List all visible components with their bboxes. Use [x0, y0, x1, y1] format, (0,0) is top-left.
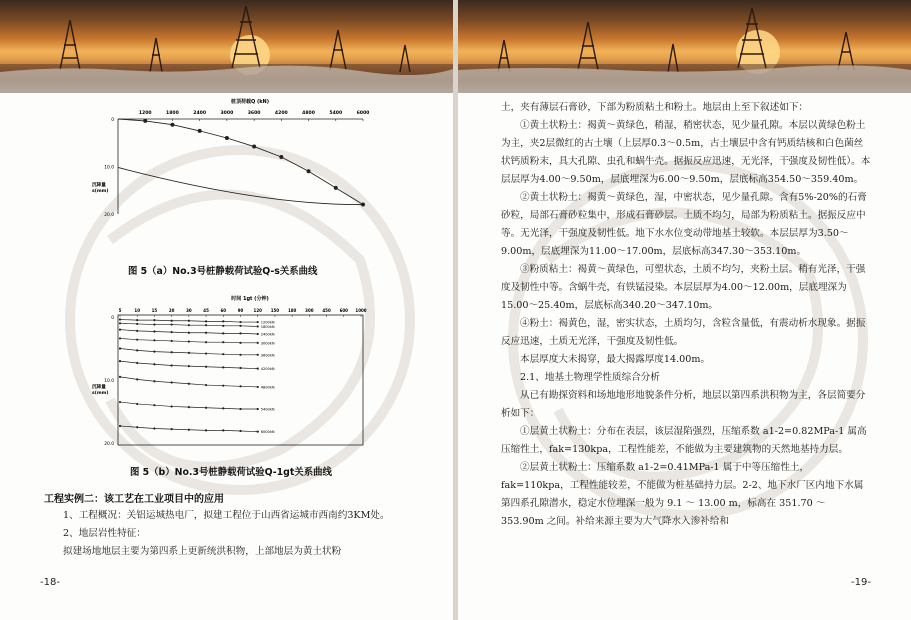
chart-qlgt-x-tick-label: 150	[270, 308, 280, 313]
chart-qs-point	[143, 119, 147, 123]
chart-qlgt-point	[153, 427, 155, 429]
chart-qlgt-x-tick-label: 10	[134, 308, 141, 313]
chart-qs-x-tick-label: 3600	[247, 111, 261, 116]
chart-qlgt-point	[222, 325, 224, 327]
chart-qlgt-series-label: 4200kN	[260, 367, 275, 372]
chart-qlgt-point	[205, 352, 207, 354]
chart-qlgt-series-label: 4800kN	[260, 385, 275, 390]
right-paragraph-1: 土，夹有薄层石膏砂，下部为粉质粘土和粉土。地层由上至下叙述如下：	[501, 102, 808, 113]
chart-qlgt-x-ticks	[119, 308, 367, 317]
right-paragraph-6: 本层厚度大未揭穿，最大揭露厚度14.00m。	[520, 354, 711, 365]
chart-qlgt-x-tick-label: 450	[322, 308, 331, 313]
chart-qlgt-point	[222, 429, 224, 431]
chart-qlgt-x-title: 时间 1gt (分钟)	[231, 296, 269, 302]
chart-qlgt-point	[153, 330, 155, 332]
chart-qlgt-y-tick-label: 20.0	[104, 442, 114, 447]
chart-qlgt-x-tick-label: 180	[287, 308, 297, 313]
chart-qlgt-point	[119, 337, 121, 339]
chart-qlgt-point	[153, 404, 155, 406]
chart-qlgt-y-tick-label: 10.0	[104, 379, 114, 384]
chart-qs-x-tick-label: 5400	[329, 111, 343, 116]
chart-qlgt-point	[153, 363, 155, 365]
chart-qlgt-point	[171, 364, 173, 366]
chart-qs-point	[279, 155, 283, 159]
chart-qlgt-point	[171, 351, 173, 353]
chart-qlgt-point	[188, 352, 190, 354]
right-paragraph-3: ②黄土状粉土：褐黄～黄绿色，湿，中密状态，见少量孔隙。含有5%-20%的石膏砂粒，局部石膏砂粒集中，形成石膏砂层。土质不均匀，局部为粉质粘土。据振反应中等。无光泽，干强度及韧性低。地下水水位变动带地基土较软。本层层厚为3.50～9.00m，层底埋深为11.00～17.00m，层底标高347.30～353.10m。	[501, 192, 867, 257]
chart-qlgt-series-line	[120, 377, 258, 387]
right-paragraph-9: ①层黄土状粉土：分布在表层，该层湿陷强烈，压缩系数 a1-2=0.82MPa-1 属高压缩性土，fak=130kpa，工程性能差，不能做为主要建筑物的天然地基持力层。	[501, 426, 867, 455]
chart-qlgt-point	[136, 323, 138, 325]
section-title: 工程实例二：该工艺在工业项目中的应用	[44, 494, 224, 505]
chart-qlgt-point	[171, 381, 173, 383]
chart-qlgt-point	[119, 376, 121, 378]
chart-qlgt-series-label: 3600kN	[260, 353, 275, 358]
chart-qlgt-plot	[119, 318, 275, 434]
chart-qs-y-tick-label: 20.0	[104, 213, 114, 218]
chart-qlgt-point	[153, 319, 155, 321]
chart-qlgt-point	[205, 324, 207, 326]
fig-a-caption: 图 5（a）No.3号桩静载荷试验Q-s关系曲线	[128, 266, 318, 277]
chart-qlgt-point	[153, 339, 155, 341]
left-body	[44, 507, 414, 561]
chart-qlgt-point	[222, 385, 224, 387]
chart-qlgt-x-tick-label: 1000	[355, 308, 367, 313]
chart-qlgt-point	[239, 325, 241, 327]
right-paragraph-2: ①黄土状粉土：褐黄～黄绿色，稍湿，稍密状态，见少量孔隙。本层以黄绿色粉土为主，夹2层微红的古土壤（上层厚0.3～0.5m，古土壤层中含有钙质结核和白色菌丝状钙质粉末，具大孔隙、虫孔和蜗牛壳。据振反应迅速，无光泽，干强度及韧性低）。本层层厚为4.00～9.50m，层底埋深为6.00～9.50m，层底标高354.50～359.40m。	[501, 120, 871, 185]
chart-qlgt-point	[205, 407, 207, 409]
chart-qlgt-point	[257, 386, 259, 388]
chart-qs-x-tick-label: 6000	[356, 111, 370, 116]
left-page-number: -18-	[40, 577, 60, 588]
chart-qlgt-point	[239, 385, 241, 387]
chart-qlgt-point	[239, 321, 241, 323]
chart-qlgt-series-label: 6000kN	[260, 430, 275, 435]
chart-qlgt-series-label: 5400kN	[260, 407, 275, 412]
left-paragraph-1: 1、工程概况：关铝运城热电厂，拟建工程位于山西省运城市西南约3KM处。	[63, 510, 390, 521]
chart-qlgt-point	[257, 354, 259, 356]
chart-qlgt-point	[257, 333, 259, 335]
chart-qlgt-point	[222, 407, 224, 409]
right-paragraph-10: ②层黄土状粉土：压缩系数 a1-2=0.41MPa-1 属于中等压缩性土，fak=110kpa，工程性能较差，不能做为桩基础持力层。2-2、地下水厂区内地下水属第四系孔隙潜水，稳定水位埋深一般为 9.1 ～ 13.00 m，标高在 351.70 ～ 353.90m 之间。补给来源主要为大气降水入渗补给和	[501, 462, 864, 527]
chart-qlgt	[80, 293, 390, 463]
chart-qlgt-y-tick-label: 0	[111, 316, 114, 321]
chart-qlgt-point	[171, 428, 173, 430]
chart-qlgt-point	[205, 341, 207, 343]
chart-qlgt-point	[222, 353, 224, 355]
chart-qlgt-point	[257, 325, 259, 327]
left-paragraph-3: 拟建场地地层主要为第四系上更新统洪积物，上部地层为黄土状粉	[63, 546, 342, 557]
right-page-number: -19-	[851, 577, 871, 588]
chart-qs-x-tick-label: 3000	[220, 111, 234, 116]
chart-qlgt-point	[136, 403, 138, 405]
chart-qs-loading-line	[118, 119, 363, 205]
chart-qs-point	[252, 145, 256, 149]
chart-qs-point	[334, 186, 338, 190]
chart-qlgt-point	[171, 320, 173, 322]
chart-qlgt-point	[188, 340, 190, 342]
chart-qlgt-point	[188, 383, 190, 385]
left-page	[0, 0, 453, 620]
chart-qs-x-tick-label: 2400	[193, 111, 207, 116]
chart-qlgt-point	[136, 339, 138, 341]
chart-qlgt-x-tick-label: 120	[253, 308, 262, 313]
chart-qlgt-point	[136, 362, 138, 364]
right-paragraph-5: ④粉土：褐黄色，湿，密实状态，土质均匀，含粒含量低，有震动析水现象。据振反应迅速，土质无光泽，干强度及韧性低。	[501, 318, 866, 347]
chart-qlgt-point	[257, 342, 259, 344]
chart-qlgt-point	[119, 401, 121, 403]
chart-qlgt-point	[188, 365, 190, 367]
right-paragraph-7: 2.1、地基土物理学性质综合分析	[520, 372, 660, 383]
chart-qs-x-tick-label: 1200	[138, 111, 152, 116]
chart-qlgt-point	[171, 405, 173, 407]
chart-qlgt-x-tick-label: 20	[168, 308, 175, 313]
chart-qlgt-point	[136, 349, 138, 351]
chart-qlgt-point	[188, 406, 190, 408]
chart-qlgt-point	[257, 431, 259, 433]
oilfield-silhouette-icon	[0, 0, 453, 93]
chart-qlgt-x-tick-label: 60	[220, 308, 227, 313]
chart-qs-point	[225, 136, 229, 140]
chart-qlgt-y-ticks	[104, 315, 114, 447]
chart-qs-point	[198, 129, 202, 133]
chart-qlgt-point	[205, 366, 207, 368]
left-paragraph-2: 2、地层岩性特征：	[63, 528, 146, 539]
chart-qlgt-point	[119, 322, 121, 324]
chart-qlgt-point	[257, 321, 259, 323]
chart-qlgt-point	[257, 368, 259, 370]
chart-qlgt-point	[153, 380, 155, 382]
chart-qs-y-ticks	[104, 117, 114, 218]
banner-photo	[0, 0, 453, 93]
chart-qlgt-point	[239, 430, 241, 432]
chart-qlgt-point	[119, 360, 121, 362]
chart-qlgt-point	[205, 429, 207, 431]
chart-qlgt-point	[188, 320, 190, 322]
chart-qlgt-point	[153, 351, 155, 353]
chart-qlgt-point	[222, 332, 224, 334]
chart-qlgt-y-title: 沉降量 s(mm)	[92, 385, 109, 396]
chart-qlgt-point	[153, 323, 155, 325]
chart-qlgt-x-tick-label: 15	[151, 308, 158, 313]
chart-qs-x-tick-label: 4800	[302, 111, 315, 116]
chart-qlgt-x-tick-label: 45	[203, 308, 209, 313]
chart-qlgt-point	[205, 320, 207, 322]
chart-qlgt-point	[136, 330, 138, 332]
chart-qlgt-point	[239, 354, 241, 356]
chart-qlgt-point	[222, 320, 224, 322]
chart-qlgt-point	[136, 378, 138, 380]
chart-qs-x-tick-label: 1800	[166, 111, 179, 116]
chart-qlgt-point	[239, 408, 241, 410]
chart-qlgt-series-label: 2400kN	[260, 332, 275, 337]
chart-qlgt-point	[222, 366, 224, 368]
chart-qlgt-point	[171, 331, 173, 333]
chart-qlgt-point	[239, 367, 241, 369]
chart-qlgt-x-tick-label: 600	[339, 308, 348, 313]
chart-qlgt-series-label: 1800kN	[260, 324, 275, 329]
chart-qlgt-x-tick-label: 5	[118, 308, 122, 313]
chart-qlgt-x-tick-label: 90	[237, 308, 244, 313]
oilfield-silhouette-icon	[458, 0, 911, 93]
chart-qs-point	[307, 169, 311, 173]
chart-qlgt-x-tick-label: 30	[186, 308, 192, 313]
chart-qlgt-point	[119, 329, 121, 331]
chart-qs	[80, 96, 380, 266]
right-paragraph-4: ③粉质粘土：褐黄～黄绿色，可塑状态，土质不均匀，夹粉土层。稍有光泽，干强度及韧性中等。含蜗牛壳，有铁锰浸染。本层层厚为4.00～12.00m，层底埋深为15.00～25.40m，层底标高340.20～347.10m。	[501, 264, 866, 311]
chart-qlgt-x-tick-label: 300	[305, 308, 314, 313]
chart-qlgt-frame	[118, 315, 363, 445]
chart-qs-plot	[118, 119, 365, 207]
chart-qs-point	[170, 123, 174, 127]
chart-qlgt-point	[257, 408, 259, 410]
chart-qs-x-title: 桩顶荷载Q (kN)	[230, 99, 270, 105]
right-paragraph-8: 从已有勘探资料和场地地形地貌条件分析，地层以第四系洪积物为主，各层简要分析如下：	[501, 390, 866, 419]
chart-qlgt-point	[188, 332, 190, 334]
chart-qlgt-point	[205, 332, 207, 334]
chart-qlgt-point	[239, 342, 241, 344]
chart-qs-y-tick-label: 0	[111, 118, 114, 123]
chart-qs-x-tick-label: 4200	[274, 111, 288, 116]
chart-qlgt-point	[188, 429, 190, 431]
chart-qs-unloading-line	[118, 167, 363, 204]
banner-photo-right	[458, 0, 911, 93]
chart-qlgt-point	[136, 319, 138, 321]
chart-qlgt-point	[239, 332, 241, 334]
fig-b-caption: 图 5（b）No.3号桩静载荷试验Q-1gt关系曲线	[130, 467, 332, 478]
chart-qlgt-point	[136, 426, 138, 428]
chart-qlgt-series-label: 3000kN	[260, 341, 275, 346]
chart-qlgt-point	[119, 318, 121, 320]
chart-qlgt-point	[171, 323, 173, 325]
chart-qlgt-series-label: 1200kN	[260, 320, 275, 325]
chart-qlgt-series-line	[120, 361, 258, 369]
chart-qlgt-point	[171, 340, 173, 342]
chart-qs-y-tick-label: 10.0	[104, 165, 114, 171]
chart-qlgt-point	[205, 384, 207, 386]
right-body	[501, 99, 871, 531]
chart-qlgt-point	[119, 347, 121, 349]
chart-qlgt-point	[188, 324, 190, 326]
chart-qs-y-title: 沉降量 s(mm)	[92, 183, 109, 194]
chart-qlgt-point	[222, 341, 224, 343]
right-page	[458, 0, 911, 620]
chart-qlgt-point	[119, 425, 121, 427]
